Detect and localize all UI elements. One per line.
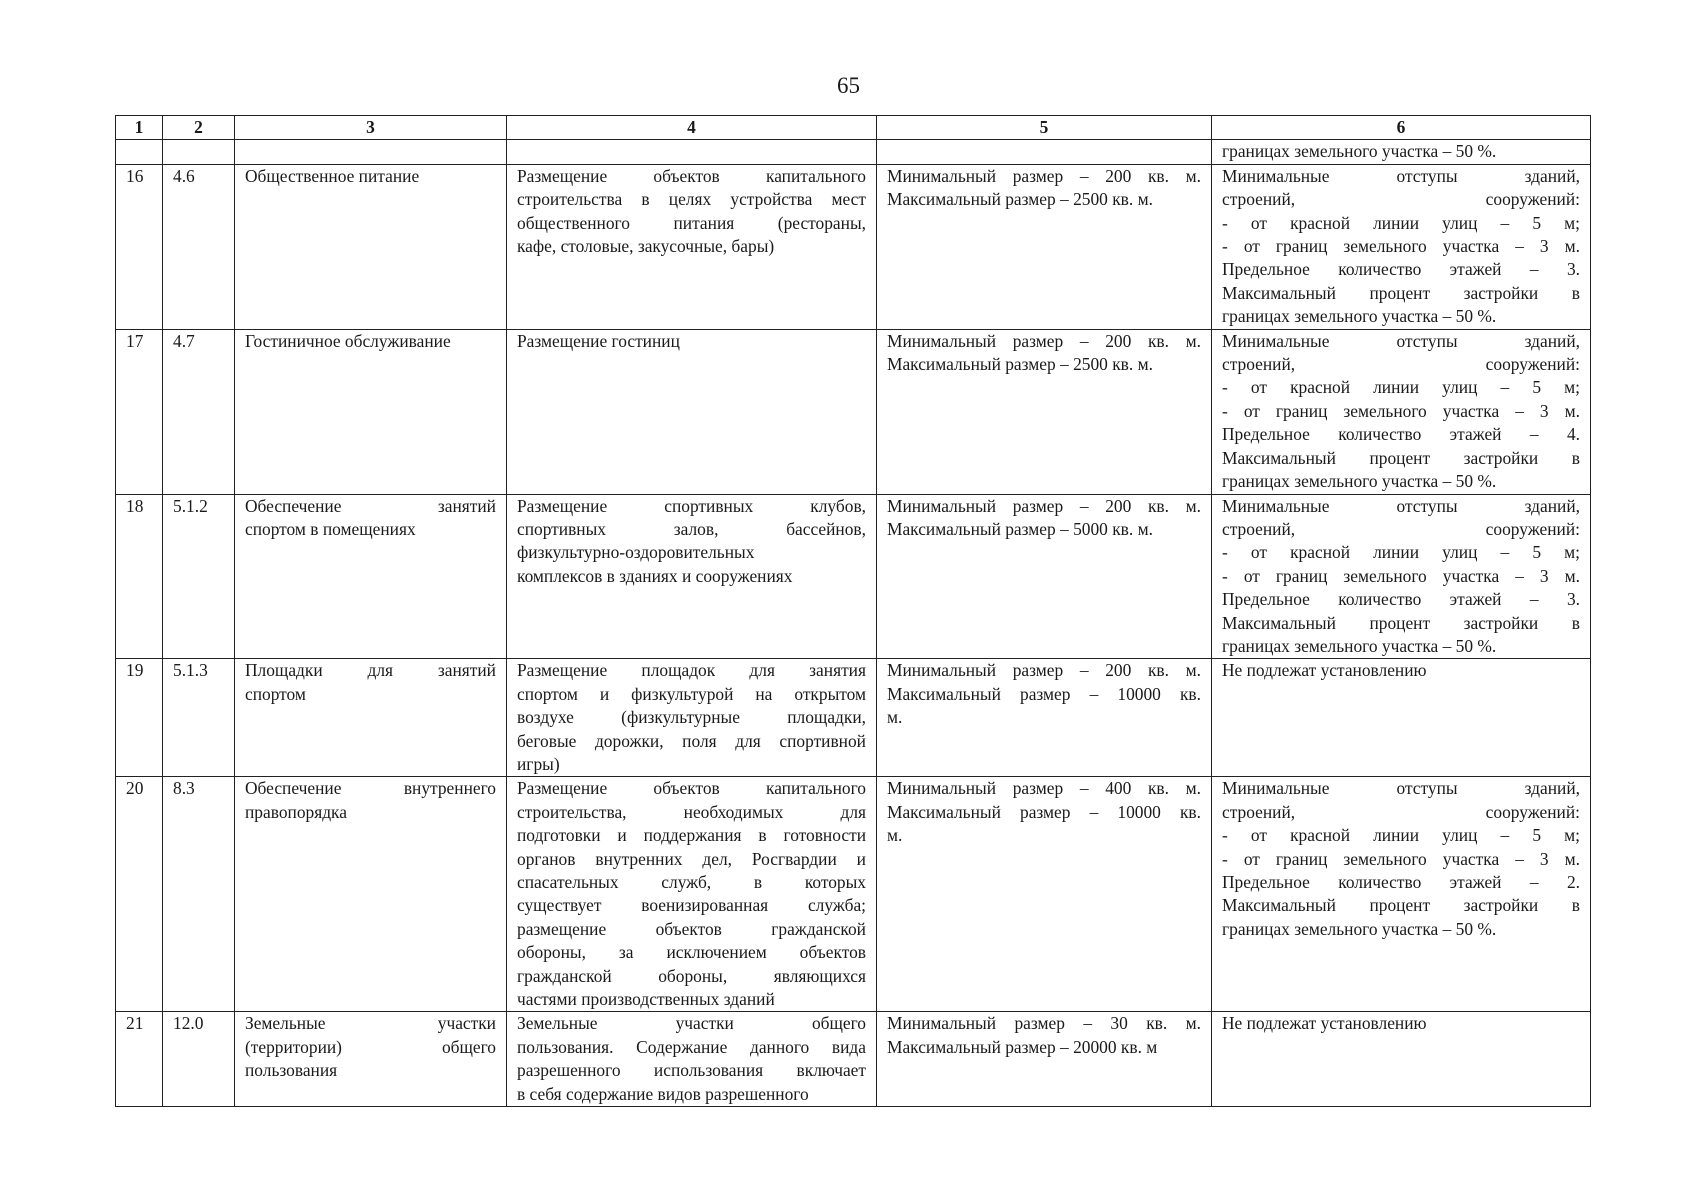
cell-name xyxy=(235,494,507,659)
cell-num: 17 xyxy=(116,329,163,494)
cell-text-line: кафе, столовые, закусочные, бары) xyxy=(517,236,775,257)
cell-text-line: Максимальный процент застройки в xyxy=(1222,447,1580,468)
cell-text-line: Минимальные отступы зданий, xyxy=(1222,778,1580,799)
column-header: 4 xyxy=(507,116,877,140)
cell-num: 21 xyxy=(116,1012,163,1107)
cell-text-line: спортивных залов, бассейнов, xyxy=(517,518,866,539)
cell-code xyxy=(163,140,235,164)
cell-text-line: Земельные участки общего xyxy=(517,1013,866,1034)
cell-num: 19 xyxy=(116,659,163,777)
cell-name xyxy=(235,659,507,777)
cell-text-line: Предельное количество этажей – 4. xyxy=(1222,424,1580,445)
cell-size xyxy=(877,1012,1212,1107)
cell-text-line: границах земельного участка – 50 %. xyxy=(1222,471,1497,492)
cell-name xyxy=(235,1012,507,1107)
cell-text-line: пользования. Содержание данного вида xyxy=(517,1036,866,1057)
cell-text-line: обороны, за исключением объектов xyxy=(517,942,866,963)
cell-text-line: Минимальные отступы зданий, xyxy=(1222,330,1580,351)
cell-size xyxy=(877,140,1212,164)
cell-num: 16 xyxy=(116,164,163,329)
cell-text-line: Максимальный процент застройки в xyxy=(1222,895,1580,916)
cell-text-line: Размещение спортивных клубов, xyxy=(517,495,866,516)
regulations-table xyxy=(115,115,1591,1107)
cell-text-line: спортом xyxy=(245,683,306,704)
cell-text-line: пользования xyxy=(245,1060,338,1081)
cell-code: 5.1.2 xyxy=(163,494,235,659)
cell-params xyxy=(1212,164,1591,329)
cell-text-line: Размещение объектов капитального xyxy=(517,778,866,799)
cell-description xyxy=(507,777,877,1012)
cell-text-line: Максимальный размер – 10000 кв. xyxy=(887,683,1201,704)
cell-text-line: комплексов в зданиях и сооружениях xyxy=(517,565,793,586)
cell-text-line: строительства в целях устройства мест xyxy=(517,189,866,210)
cell-text-line: Минимальные отступы зданий, xyxy=(1222,165,1580,186)
cell-text-line: строений, сооружений: xyxy=(1222,354,1580,375)
column-header: 1 xyxy=(116,116,163,140)
cell-text-line: строений, сооружений: xyxy=(1222,189,1580,210)
cell-text-line: Гостиничное обслуживание xyxy=(245,330,451,351)
cell-text-line: м. xyxy=(887,825,903,846)
table-row xyxy=(116,329,1591,494)
cell-text-line: (территории) общего xyxy=(245,1036,496,1057)
cell-description xyxy=(507,494,877,659)
cell-num: 18 xyxy=(116,494,163,659)
cell-name xyxy=(235,140,507,164)
cell-text-line: строительства, необходимых для xyxy=(517,801,866,822)
cell-text-line: размещение объектов гражданской xyxy=(517,918,866,939)
cell-text-line: гражданской обороны, являющихся xyxy=(517,965,866,986)
cell-description xyxy=(507,1012,877,1107)
continuation-row xyxy=(116,140,1591,164)
cell-description xyxy=(507,140,877,164)
cell-params xyxy=(1212,494,1591,659)
cell-text-line: Не подлежат установлению xyxy=(1222,660,1427,681)
cell-text-line: - от красной линии улиц – 5 м; xyxy=(1222,825,1580,846)
cell-size xyxy=(877,164,1212,329)
cell-text-line: Предельное количество этажей – 2. xyxy=(1222,872,1580,892)
cell-text-line: границах земельного участка – 50 %. xyxy=(1222,306,1497,327)
table-header-row xyxy=(116,116,1591,140)
cell-text-line: Максимальный размер – 10000 кв. xyxy=(887,801,1201,822)
cell-params xyxy=(1212,777,1591,1012)
cell-text-line: Обеспечение внутреннего xyxy=(245,778,496,799)
cell-text-line: Минимальный размер – 400 кв. м. xyxy=(887,778,1201,799)
cell-text-line: спортом и физкультурой на открытом xyxy=(517,683,866,704)
cell-text-line: Максимальный размер – 2500 кв. м. xyxy=(887,189,1153,210)
cell-text-line: - от границ земельного участка – 3 м. xyxy=(1222,400,1580,421)
cell-text-line: Не подлежат установлению xyxy=(1222,1013,1427,1034)
cell-text-line: границах земельного участка – 50 %. xyxy=(1222,141,1497,162)
cell-text-line: Максимальный процент застройки в xyxy=(1222,612,1580,633)
cell-text-line: спортом в помещениях xyxy=(245,518,416,539)
column-header: 6 xyxy=(1212,116,1591,140)
cell-text-line: Обеспечение занятий xyxy=(245,495,496,516)
cell-num: 20 xyxy=(116,777,163,1012)
cell-text-line: Минимальный размер – 200 кв. м. xyxy=(887,330,1201,351)
cell-text-line: разрешенного использования включает xyxy=(517,1060,866,1081)
cell-num xyxy=(116,140,163,164)
cell-name xyxy=(235,329,507,494)
cell-description xyxy=(507,329,877,494)
table-row xyxy=(116,659,1591,777)
cell-text-line: границах земельного участка – 50 %. xyxy=(1222,635,1497,656)
cell-params xyxy=(1212,140,1591,164)
cell-text-line: беговые дорожки, поля для спортивной xyxy=(517,730,866,751)
cell-text-line: воздухе (физкультурные площадки, xyxy=(517,707,866,728)
cell-size xyxy=(877,659,1212,777)
cell-text-line: Предельное количество этажей – 3. xyxy=(1222,589,1580,610)
cell-description xyxy=(507,164,877,329)
cell-code: 5.1.3 xyxy=(163,659,235,777)
cell-text-line: Максимальный размер – 2500 кв. м. xyxy=(887,354,1153,375)
cell-text-line: - от красной линии улиц – 5 м; xyxy=(1222,212,1580,233)
cell-text-line: существует военизированная служба; xyxy=(517,895,866,916)
page-number: 65 xyxy=(837,73,860,98)
cell-text-line: Максимальный размер – 5000 кв. м. xyxy=(887,518,1153,539)
table-row xyxy=(116,494,1591,659)
cell-text-line: Минимальный размер – 200 кв. м. xyxy=(887,165,1201,186)
table-row xyxy=(116,1012,1591,1107)
cell-text-line: - от границ земельного участка – 3 м. xyxy=(1222,236,1580,257)
cell-text-line: - от красной линии улиц – 5 м; xyxy=(1222,542,1580,563)
cell-size xyxy=(877,329,1212,494)
cell-text-line: строений, сооружений: xyxy=(1222,801,1580,822)
cell-text-line: - от границ земельного участка – 3 м. xyxy=(1222,848,1580,869)
cell-code: 8.3 xyxy=(163,777,235,1012)
column-header: 2 xyxy=(163,116,235,140)
cell-text-line: строений, сооружений: xyxy=(1222,518,1580,539)
cell-text-line: физкультурно-оздоровительных xyxy=(517,542,755,563)
cell-params xyxy=(1212,659,1591,777)
cell-text-line: подготовки и поддержания в готовности xyxy=(517,825,866,846)
cell-text-line: Минимальный размер – 200 кв. м. xyxy=(887,660,1201,681)
cell-text-line: Размещение площадок для занятия xyxy=(517,660,866,681)
cell-text-line: Общественное питание xyxy=(245,165,420,186)
cell-text-line: органов внутренних дел, Росгвардии и xyxy=(517,848,866,869)
cell-text-line: в себя содержание видов разрешенного xyxy=(517,1083,809,1104)
cell-name xyxy=(235,777,507,1012)
cell-text-line: Максимальный процент застройки в xyxy=(1222,282,1580,303)
cell-text-line: м. xyxy=(887,707,903,728)
cell-code: 4.6 xyxy=(163,164,235,329)
cell-params xyxy=(1212,1012,1591,1107)
cell-text-line: Размещение объектов капитального xyxy=(517,165,866,186)
column-header: 5 xyxy=(877,116,1212,140)
cell-text-line: границах земельного участка – 50 %. xyxy=(1222,918,1497,939)
cell-size xyxy=(877,777,1212,1012)
cell-code: 12.0 xyxy=(163,1012,235,1107)
cell-params xyxy=(1212,329,1591,494)
cell-text-line: Минимальные отступы зданий, xyxy=(1222,495,1580,516)
cell-text-line: - от границ земельного участка – 3 м. xyxy=(1222,565,1580,586)
cell-text-line: Минимальный размер – 200 кв. м. xyxy=(887,495,1201,516)
cell-text-line: игры) xyxy=(517,753,560,774)
cell-text-line: правопорядка xyxy=(245,801,347,822)
cell-text-line: общественного питания (рестораны, xyxy=(517,212,866,233)
cell-text-line: Площадки для занятий xyxy=(245,660,496,681)
cell-text-line: спасательных служб, в которых xyxy=(517,872,866,892)
cell-name xyxy=(235,164,507,329)
cell-text-line: частями производственных зданий xyxy=(517,989,775,1010)
cell-code: 4.7 xyxy=(163,329,235,494)
cell-text-line: Минимальный размер – 30 кв. м. xyxy=(887,1013,1201,1034)
cell-description xyxy=(507,659,877,777)
cell-text-line: Максимальный размер – 20000 кв. м xyxy=(887,1036,1158,1057)
cell-text-line: - от красной линии улиц – 5 м; xyxy=(1222,377,1580,398)
cell-size xyxy=(877,494,1212,659)
column-header: 3 xyxy=(235,116,507,140)
cell-text-line: Предельное количество этажей – 3. xyxy=(1222,259,1580,280)
table-row xyxy=(116,777,1591,1012)
table-row xyxy=(116,164,1591,329)
cell-text-line: Земельные участки xyxy=(245,1013,496,1034)
cell-text-line: Размещение гостиниц xyxy=(517,330,680,351)
